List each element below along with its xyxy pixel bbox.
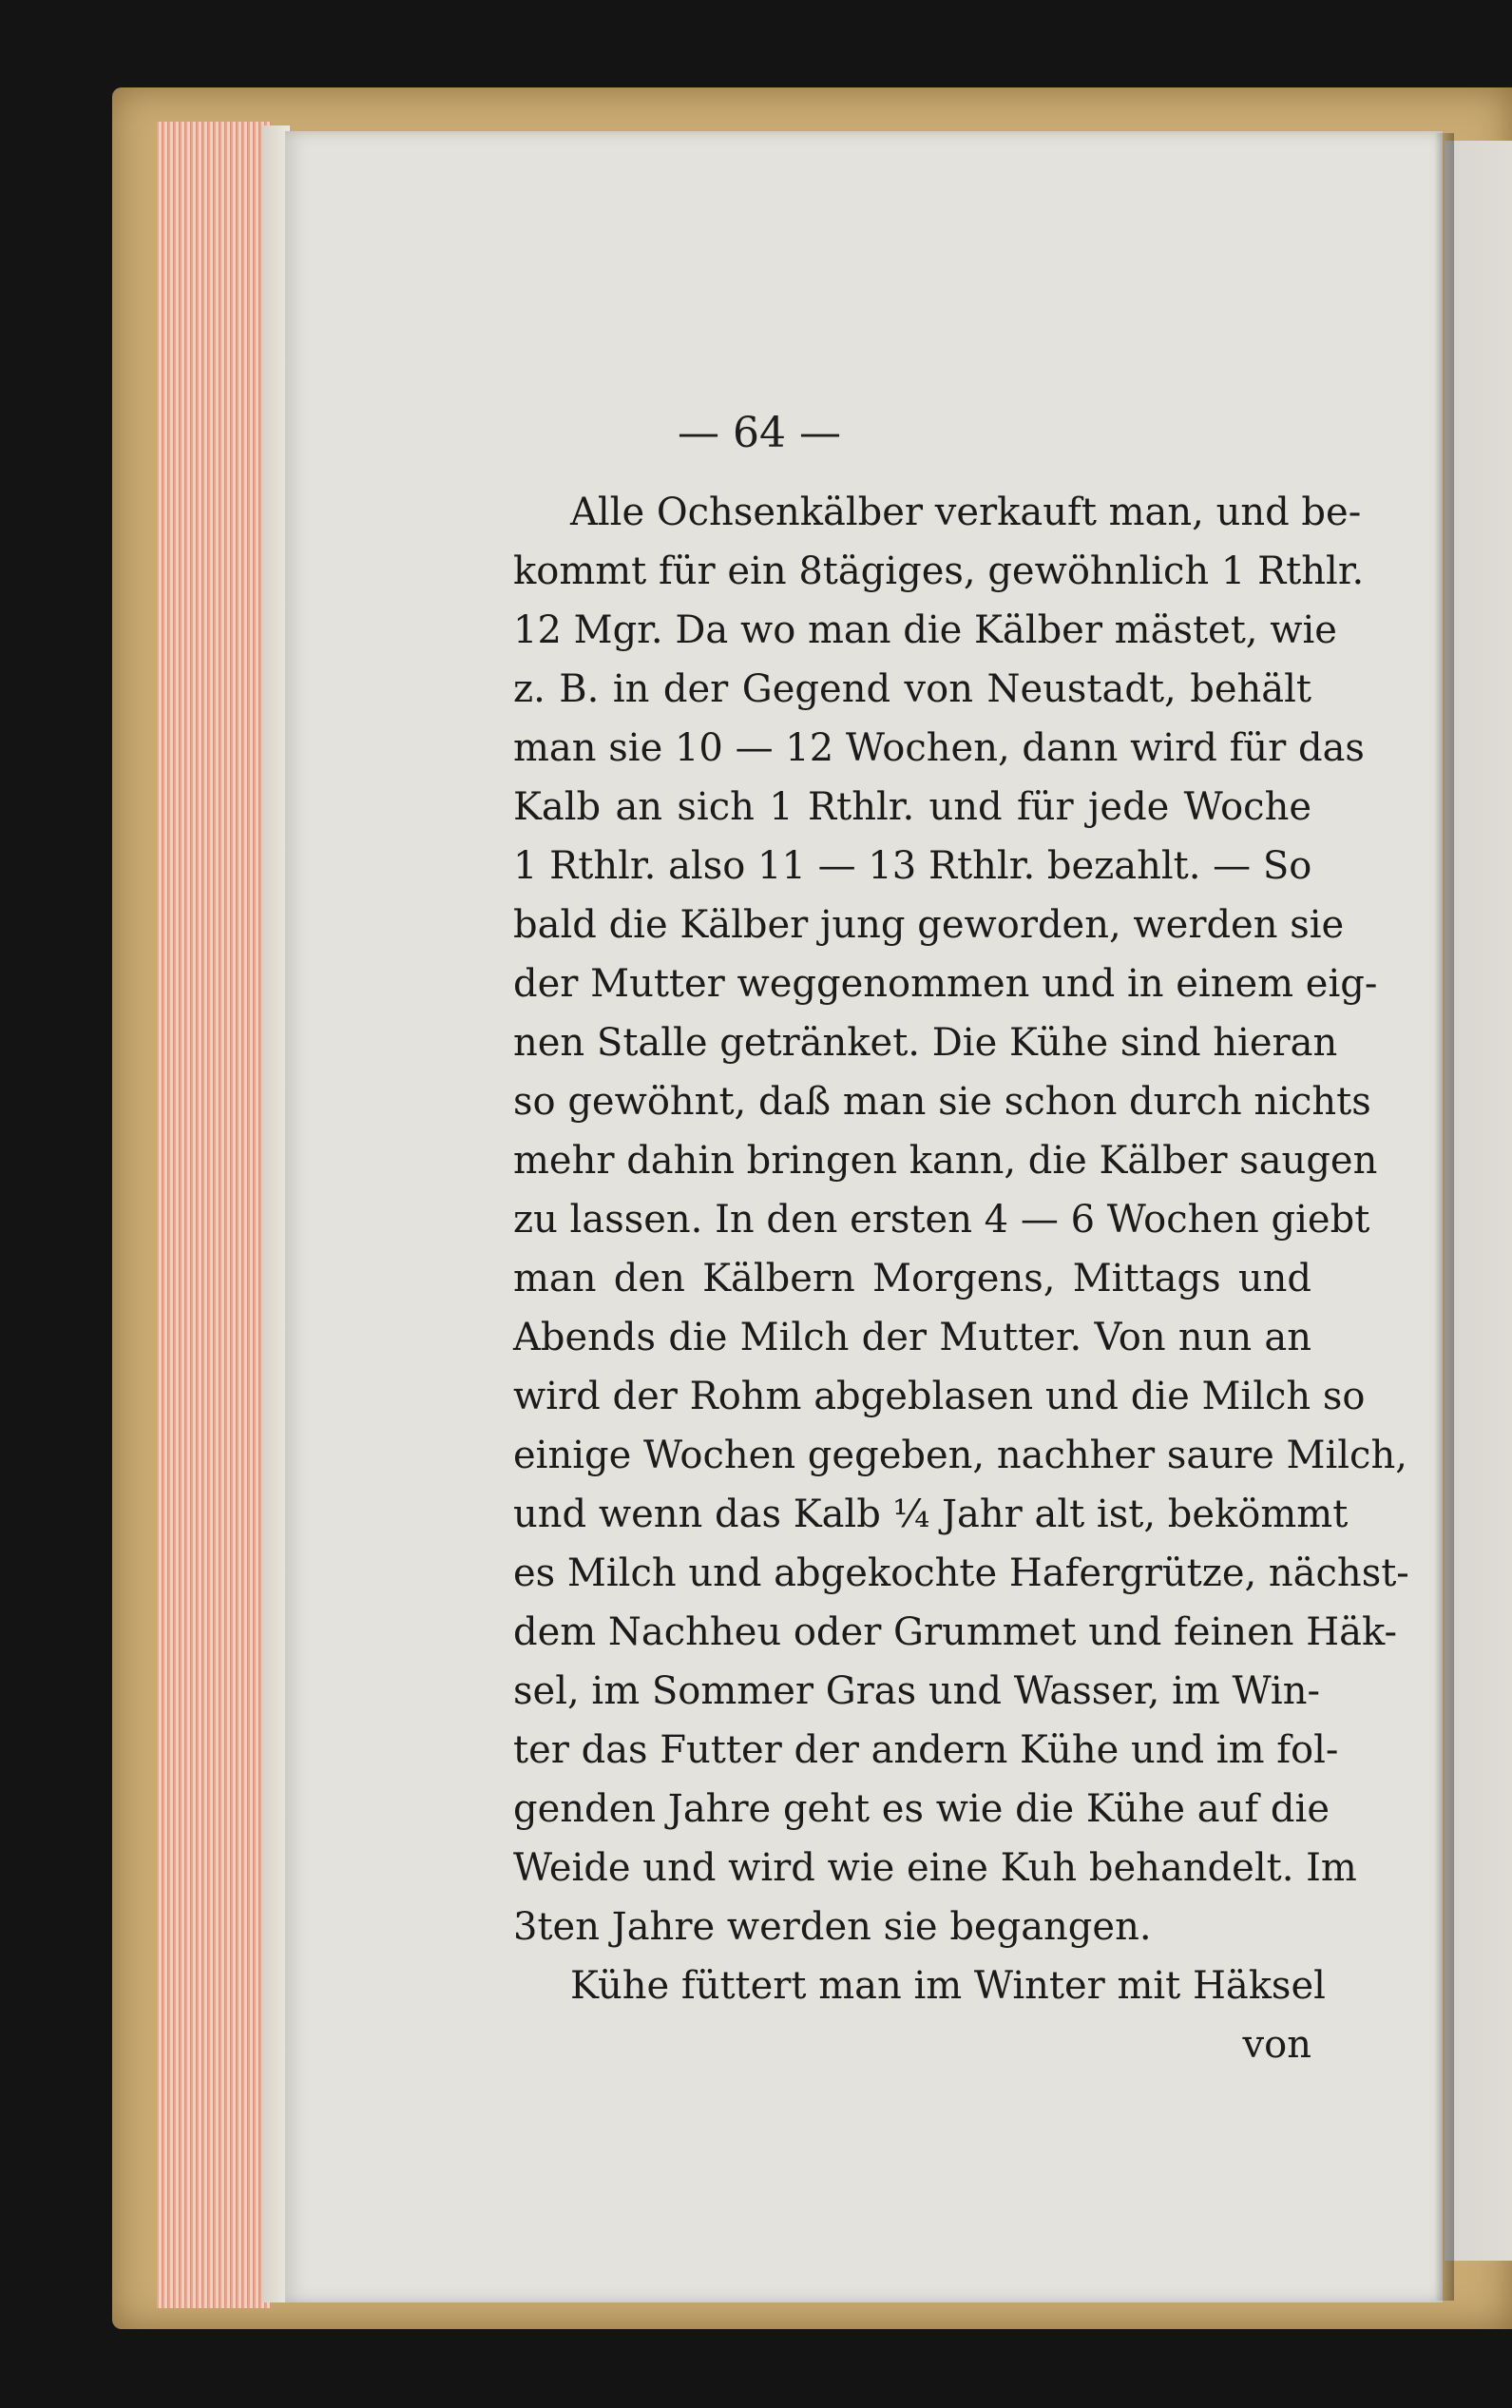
text-line: 12 Mgr. Da wo man die Kälber mästet, wie (513, 608, 1337, 652)
text-line: wird der Rohm abgeblasen und die Milch so (513, 1375, 1366, 1418)
text-line: der Mutter weggenommen und in einem eig- (513, 962, 1378, 1006)
text-line: genden Jahre geht es wie die Kühe auf die (513, 1787, 1330, 1831)
text-line: Alle Ochsenkälber verkauft man, und be- (570, 491, 1362, 534)
text-line: man den Kälbern Morgens, Mittags und (513, 1257, 1311, 1300)
text-line: und wenn das Kalb ¼ Jahr alt ist, bekömmt (513, 1493, 1349, 1536)
text-line: ter das Futter der andern Kühe und im fol- (513, 1728, 1339, 1772)
gutter-shadow (1435, 133, 1454, 2301)
text-line: es Milch und abgekochte Hafergrütze, nächst- (513, 1551, 1409, 1595)
text-line: man sie 10 — 12 Wochen, dann wird für das (513, 726, 1365, 770)
text-line: Kalb an sich 1 Rthlr. und für jede Woche (513, 785, 1311, 829)
text-line: z. B. in der Gegend von Neustadt, behält (513, 667, 1311, 711)
text-line: dem Nachheu oder Grummet und feinen Häk- (513, 1610, 1397, 1654)
text-line: Weide und wird wie eine Kuh behandelt. Im (513, 1846, 1357, 1890)
text-line: 3ten Jahre werden sie begangen. (513, 1905, 1152, 1949)
text-line: zu lassen. In den ersten 4 — 6 Wochen giebt (513, 1198, 1370, 1242)
text-line: einige Wochen gegeben, nachher saure Milch, (513, 1434, 1407, 1477)
catchword: von (1242, 2023, 1311, 2067)
text-line: nen Stalle getränket. Die Kühe sind hieran (513, 1021, 1338, 1065)
text-line: kommt für ein 8tägiges, gewöhnlich 1 Rthlr. (513, 549, 1365, 593)
page-number: — 64 — (678, 409, 841, 457)
text-line: Abends die Milch der Mutter. Von nun an (513, 1316, 1311, 1359)
text-line: sel, im Sommer Gras und Wasser, im Win- (513, 1669, 1321, 1713)
body-text (513, 483, 1409, 2074)
text-line: Kühe füttert man im Winter mit Häksel (570, 1964, 1326, 2008)
text-line: 1 Rthlr. also 11 — 13 Rthlr. bezahlt. — So (513, 844, 1312, 888)
facing-page-edge (1445, 141, 1512, 2261)
book-page (285, 131, 1443, 2302)
text-line: mehr dahin bringen kann, die Kälber saugen (513, 1139, 1378, 1183)
text-line: so gewöhnt, daß man sie schon durch nichts (513, 1080, 1371, 1124)
text-line: bald die Kälber jung geworden, werden sie (513, 903, 1345, 947)
